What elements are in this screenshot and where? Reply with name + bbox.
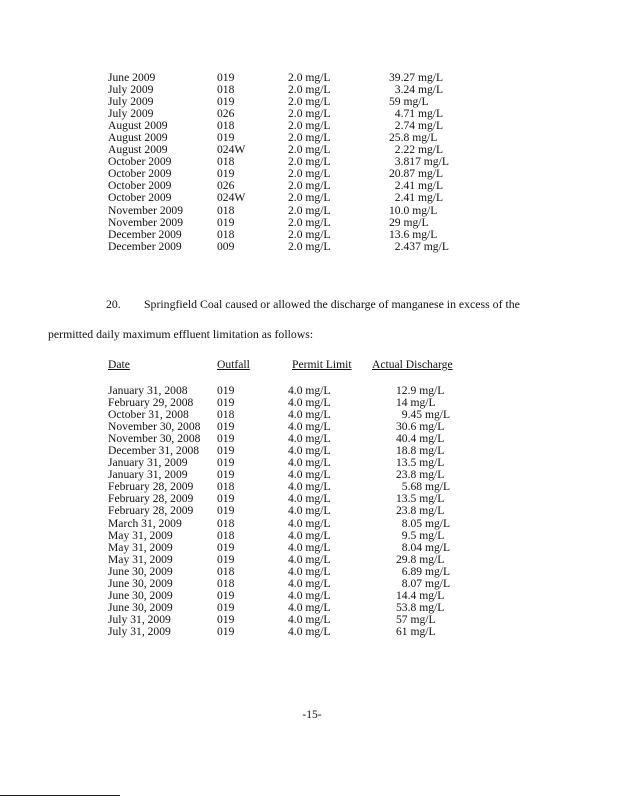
cell-outfall: 018 (217, 227, 235, 241)
cell-actual-discharge: 3.817 mg/L (389, 155, 449, 169)
cell-outfall: 026 (217, 179, 235, 193)
cell-permit-limit: 2.0 mg/L (288, 179, 331, 193)
cell-permit-limit: 4.0 mg/L (288, 528, 331, 542)
cell-date: June 30, 2009 (108, 564, 173, 578)
cell-permit-limit: 2.0 mg/L (288, 107, 331, 121)
cell-date: February 28, 2009 (108, 492, 194, 506)
cell-actual-discharge: 14.4 mg/L (396, 588, 445, 602)
cell-outfall: 019 (217, 215, 235, 229)
cell-date: June 30, 2009 (108, 588, 173, 602)
cell-date: May 31, 2009 (108, 540, 173, 554)
cell-permit-limit: 4.0 mg/L (288, 624, 331, 638)
cell-outfall: 018 (217, 516, 235, 530)
cell-permit-limit: 2.0 mg/L (288, 119, 331, 133)
cell-date: January 31, 2009 (108, 468, 188, 482)
cell-actual-discharge: 3.24 mg/L (389, 83, 444, 97)
paragraph-text-line-2: permitted daily maximum effluent limitation as follows: (48, 327, 314, 341)
cell-date: November 30, 2008 (108, 420, 201, 434)
cell-actual-discharge: 2.41 mg/L (389, 191, 444, 205)
cell-outfall: 024W (217, 191, 246, 205)
cell-permit-limit: 2.0 mg/L (288, 215, 331, 229)
cell-actual-discharge: 2.41 mg/L (389, 179, 444, 193)
cell-permit-limit: 2.0 mg/L (288, 155, 331, 169)
cell-actual-discharge: 23.8 mg/L (396, 468, 445, 482)
cell-date: October 2009 (108, 167, 172, 181)
header-permit-limit: Permit Limit (292, 358, 352, 371)
cell-outfall: 018 (217, 564, 235, 578)
cell-permit-limit: 4.0 mg/L (288, 600, 331, 614)
cell-permit-limit: 4.0 mg/L (288, 480, 331, 494)
cell-actual-discharge: 39.27 mg/L (389, 71, 444, 84)
cell-permit-limit: 4.0 mg/L (288, 396, 331, 410)
cell-date: July 31, 2009 (108, 612, 171, 626)
cell-actual-discharge: 13.6 mg/L (389, 227, 438, 241)
cell-permit-limit: 4.0 mg/L (288, 564, 331, 578)
cell-actual-discharge: 2.22 mg/L (389, 143, 444, 157)
cell-outfall: 019 (217, 468, 235, 482)
cell-permit-limit: 2.0 mg/L (288, 131, 331, 145)
cell-outfall: 019 (217, 71, 235, 84)
cell-actual-discharge: 2.74 mg/L (389, 119, 444, 133)
footnote-rule (0, 795, 120, 796)
cell-actual-discharge: 20.87 mg/L (389, 167, 444, 181)
cell-date: December 31, 2008 (108, 444, 200, 458)
cell-outfall: 018 (217, 408, 235, 422)
cell-date: October 2009 (108, 191, 172, 205)
cell-permit-limit: 2.0 mg/L (288, 191, 331, 205)
cell-actual-discharge: 6.89 mg/L (396, 564, 451, 578)
cell-permit-limit: 4.0 mg/L (288, 408, 331, 422)
cell-actual-discharge: 59 mg/L (389, 95, 429, 109)
cell-date: October 31, 2008 (108, 408, 189, 422)
cell-outfall: 018 (217, 528, 235, 542)
cell-outfall: 019 (217, 456, 235, 470)
cell-date: November 2009 (108, 215, 184, 229)
cell-permit-limit: 4.0 mg/L (288, 612, 331, 626)
cell-date: July 31, 2009 (108, 624, 171, 638)
cell-date: August 2009 (108, 119, 168, 133)
cell-permit-limit: 2.0 mg/L (288, 71, 331, 84)
cell-actual-discharge: 13.5 mg/L (396, 492, 445, 506)
cell-actual-discharge: 8.07 mg/L (396, 576, 451, 590)
cell-outfall: 019 (217, 95, 235, 109)
cell-outfall: 019 (217, 432, 235, 446)
cell-permit-limit: 4.0 mg/L (288, 384, 331, 397)
cell-outfall: 019 (217, 444, 235, 458)
cell-date: February 29, 2008 (108, 396, 194, 410)
cell-date: December 2009 (108, 239, 182, 253)
cell-date: January 31, 2009 (108, 456, 188, 470)
cell-permit-limit: 4.0 mg/L (288, 420, 331, 434)
cell-permit-limit: 4.0 mg/L (288, 492, 331, 506)
cell-actual-discharge: 10.0 mg/L (389, 203, 438, 217)
cell-actual-discharge: 25.8 mg/L (389, 131, 438, 145)
cell-date: August 2009 (108, 131, 168, 145)
cell-actual-discharge: 14 mg/L (396, 396, 436, 410)
cell-permit-limit: 4.0 mg/L (288, 588, 331, 602)
cell-actual-discharge: 61 mg/L (396, 624, 436, 638)
cell-date: February 28, 2009 (108, 480, 194, 494)
cell-permit-limit: 2.0 mg/L (288, 143, 331, 157)
cell-date: November 30, 2008 (108, 432, 201, 446)
cell-actual-discharge: 53.8 mg/L (396, 600, 445, 614)
cell-actual-discharge: 4.71 mg/L (389, 107, 444, 121)
cell-outfall: 018 (217, 480, 235, 494)
cell-outfall: 018 (217, 83, 235, 97)
cell-permit-limit: 4.0 mg/L (288, 516, 331, 530)
cell-outfall: 019 (217, 552, 235, 566)
cell-date: October 2009 (108, 179, 172, 193)
cell-actual-discharge: 13.5 mg/L (396, 456, 445, 470)
cell-outfall: 019 (217, 612, 235, 626)
cell-outfall: 018 (217, 155, 235, 169)
cell-actual-discharge: 57 mg/L (396, 612, 436, 626)
cell-outfall: 019 (217, 131, 235, 145)
cell-outfall: 019 (217, 167, 235, 181)
cell-outfall: 019 (217, 600, 235, 614)
cell-permit-limit: 2.0 mg/L (288, 167, 331, 181)
cell-actual-discharge: 2.437 mg/L (389, 239, 449, 253)
cell-permit-limit: 4.0 mg/L (288, 456, 331, 470)
cell-date: June 30, 2009 (108, 576, 173, 590)
cell-permit-limit: 2.0 mg/L (288, 83, 331, 97)
cell-date: January 31, 2008 (108, 384, 188, 397)
paragraph-text-line-1: Springfield Coal caused or allowed the discharge of manganese in excess of the (144, 297, 520, 311)
cell-actual-discharge: 8.04 mg/L (396, 540, 451, 554)
cell-date: July 2009 (108, 107, 154, 121)
cell-actual-discharge: 9.5 mg/L (396, 528, 445, 542)
page-number: -15- (302, 708, 322, 721)
cell-outfall: 009 (217, 239, 235, 253)
cell-outfall: 019 (217, 504, 235, 518)
cell-date: December 2009 (108, 227, 182, 241)
header-actual-discharge: Actual Discharge (372, 358, 453, 371)
cell-permit-limit: 4.0 mg/L (288, 552, 331, 566)
header-outfall: Outfall (217, 358, 250, 371)
cell-permit-limit: 4.0 mg/L (288, 576, 331, 590)
cell-actual-discharge: 5.68 mg/L (396, 480, 451, 494)
cell-actual-discharge: 29.8 mg/L (396, 552, 445, 566)
cell-outfall: 018 (217, 119, 235, 133)
cell-date: March 31, 2009 (108, 516, 182, 530)
cell-permit-limit: 2.0 mg/L (288, 239, 331, 253)
cell-date: June 30, 2009 (108, 600, 173, 614)
cell-date: May 31, 2009 (108, 528, 173, 542)
cell-outfall: 019 (217, 492, 235, 506)
cell-permit-limit: 4.0 mg/L (288, 468, 331, 482)
cell-actual-discharge: 8.05 mg/L (396, 516, 451, 530)
cell-permit-limit: 4.0 mg/L (288, 432, 331, 446)
cell-date: February 28, 2009 (108, 504, 194, 518)
cell-actual-discharge: 40.4 mg/L (396, 432, 445, 446)
cell-outfall: 019 (217, 624, 235, 638)
cell-date: August 2009 (108, 143, 168, 157)
cell-outfall: 019 (217, 384, 235, 397)
cell-permit-limit: 4.0 mg/L (288, 540, 331, 554)
cell-actual-discharge: 29 mg/L (389, 215, 429, 229)
cell-date: July 2009 (108, 83, 154, 97)
cell-actual-discharge: 18.8 mg/L (396, 444, 445, 458)
header-date: Date (108, 358, 130, 371)
cell-date: May 31, 2009 (108, 552, 173, 566)
cell-actual-discharge: 30.6 mg/L (396, 420, 445, 434)
cell-date: July 2009 (108, 95, 154, 109)
cell-permit-limit: 4.0 mg/L (288, 444, 331, 458)
paragraph-number: 20. (106, 297, 121, 311)
cell-permit-limit: 2.0 mg/L (288, 95, 331, 109)
cell-outfall: 019 (217, 420, 235, 434)
cell-outfall: 024W (217, 143, 246, 157)
cell-outfall: 018 (217, 203, 235, 217)
cell-outfall: 026 (217, 107, 235, 121)
cell-date: October 2009 (108, 155, 172, 169)
cell-outfall: 019 (217, 540, 235, 554)
cell-actual-discharge: 12.9 mg/L (396, 384, 445, 397)
cell-date: November 2009 (108, 203, 184, 217)
cell-date: June 2009 (108, 71, 156, 84)
cell-outfall: 019 (217, 396, 235, 410)
cell-outfall: 018 (217, 576, 235, 590)
cell-permit-limit: 4.0 mg/L (288, 504, 331, 518)
cell-actual-discharge: 23.8 mg/L (396, 504, 445, 518)
cell-permit-limit: 2.0 mg/L (288, 203, 331, 217)
cell-permit-limit: 2.0 mg/L (288, 227, 331, 241)
cell-actual-discharge: 9.45 mg/L (396, 408, 451, 422)
cell-outfall: 019 (217, 588, 235, 602)
